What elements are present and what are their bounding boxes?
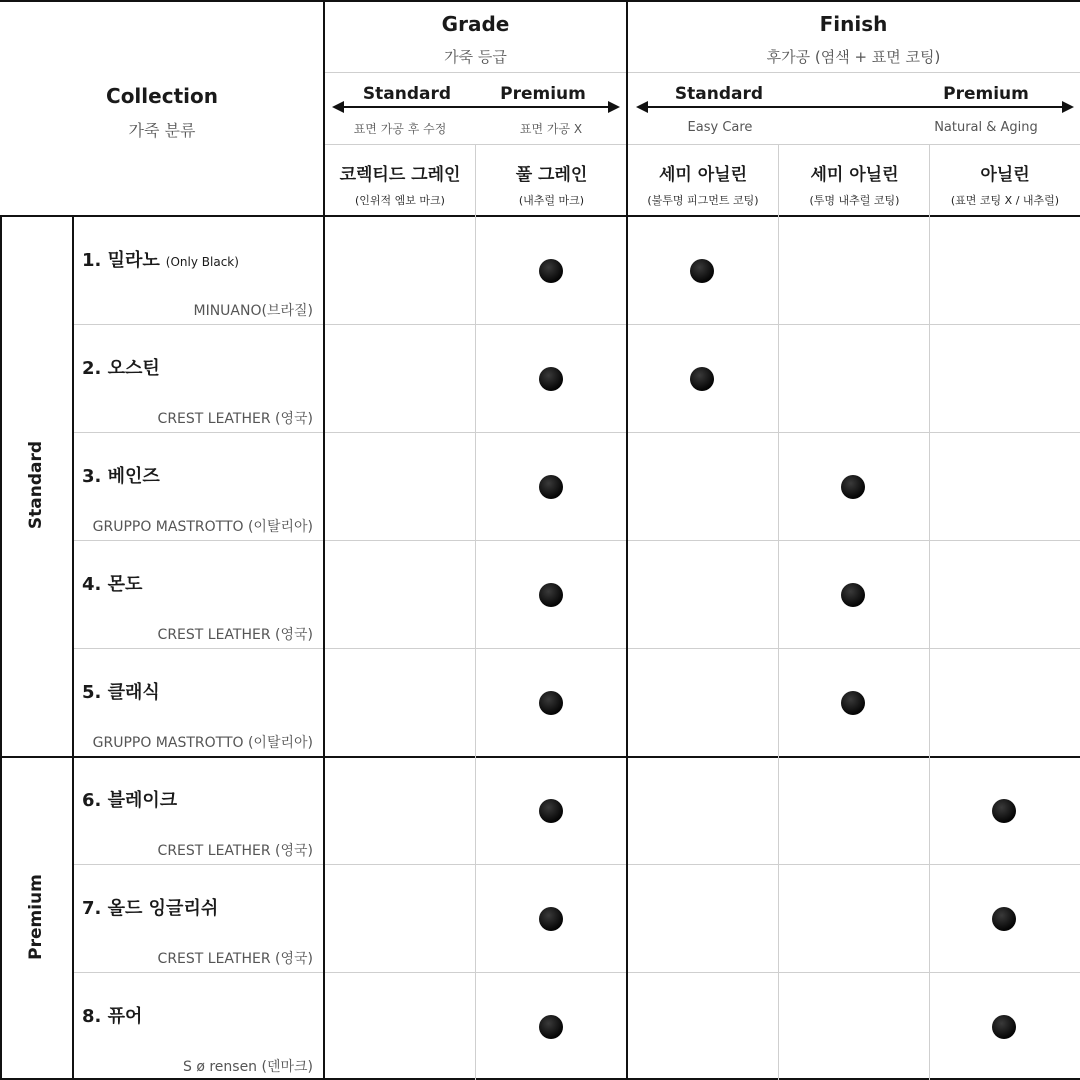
left-border xyxy=(0,216,2,1080)
column-title: 세미 아닐린 xyxy=(810,165,899,185)
grade-title: Grade xyxy=(441,12,510,36)
column-divider xyxy=(475,144,476,1080)
arrow-left-icon xyxy=(332,101,344,113)
mark-dot-icon xyxy=(841,475,865,499)
mark-dot-icon xyxy=(992,907,1016,931)
column-note: (투명 내추럴 코팅) xyxy=(809,194,900,207)
finish-scale-left-note: Easy Care xyxy=(687,120,753,135)
arrow-left-icon xyxy=(636,101,648,113)
collection-name-text: 8. 퓨어 xyxy=(82,1006,143,1027)
collection-origin: GRUPPO MASTROTTO (이탈리아) xyxy=(92,519,313,535)
column-note: (인위적 엠보 마크) xyxy=(355,194,445,207)
collection-origin: CREST LEATHER (영국) xyxy=(157,627,313,643)
top-border xyxy=(0,0,1080,2)
collection-name xyxy=(82,462,160,488)
header-bottom-border xyxy=(0,215,1080,217)
header-divider-1 xyxy=(324,72,1080,73)
column-title: 아닐린 xyxy=(980,165,1030,185)
mark-dot-icon xyxy=(539,1015,563,1039)
collection-subtitle: 가죽 분류 xyxy=(128,121,196,140)
collection-name-text: 1. 밀라노 xyxy=(82,250,160,271)
finish-scale-left-label: Standard xyxy=(666,84,772,104)
collection-name xyxy=(82,1002,142,1028)
collection-origin: MINUANO(브라질) xyxy=(193,303,313,319)
mark-dot-icon xyxy=(539,475,563,499)
mark-dot-icon xyxy=(992,1015,1016,1039)
arrow-right-icon xyxy=(608,101,620,113)
mark-dot-icon xyxy=(841,691,865,715)
group-divider xyxy=(0,756,1080,758)
collection-name-text: 5. 클래식 xyxy=(82,682,160,703)
collection-name xyxy=(82,354,160,380)
grade-subtitle: 가죽 등급 xyxy=(444,48,507,66)
column-note: (불투명 피그먼트 코팅) xyxy=(647,194,759,207)
grade-scale-left-label: Standard xyxy=(347,84,467,104)
mark-dot-icon xyxy=(539,907,563,931)
mark-dot-icon xyxy=(539,799,563,823)
column-divider xyxy=(929,144,930,1080)
collection-title: Collection xyxy=(106,84,218,108)
column-title: 세미 아닐린 xyxy=(658,165,748,185)
grade-scale-right-label: Premium xyxy=(487,84,599,104)
collection-name-text: 7. 올드 잉글리쉬 xyxy=(82,898,219,919)
collection-origin: CREST LEATHER (영국) xyxy=(157,951,313,967)
collection-name xyxy=(82,894,218,920)
mark-dot-icon xyxy=(992,799,1016,823)
finish-subtitle: 후가공 (염색 + 표면 코팅) xyxy=(766,48,941,66)
header-divider-2 xyxy=(324,144,1080,145)
group-label-premium: Premium xyxy=(26,874,46,960)
collection-name xyxy=(82,678,160,704)
mark-dot-icon xyxy=(841,583,865,607)
grade-scale-left-note: 표면 가공 후 수정 xyxy=(353,122,447,136)
collection-name-text: 6. 블레이크 xyxy=(82,790,178,811)
collection-name-text: 3. 베인즈 xyxy=(82,466,160,487)
column-title: 코렉티드 그레인 xyxy=(339,165,461,185)
collection-name xyxy=(82,786,177,812)
collection-name xyxy=(82,246,239,272)
finish-scale-arrow xyxy=(644,106,1064,108)
mark-dot-icon xyxy=(539,259,563,283)
finish-scale-right-note: Natural & Aging xyxy=(934,120,1038,135)
grade-scale-arrow xyxy=(340,106,610,108)
collection-origin: CREST LEATHER (영국) xyxy=(157,843,313,859)
arrow-right-icon xyxy=(1062,101,1074,113)
grade-scale-right-note: 표면 가공 X xyxy=(519,122,583,136)
collection-origin: S ø rensen (덴마크) xyxy=(182,1059,313,1075)
column-title: 풀 그레인 xyxy=(515,165,588,185)
mark-dot-icon xyxy=(539,367,563,391)
mark-dot-icon xyxy=(539,691,563,715)
mark-dot-icon xyxy=(690,259,714,283)
group-label-standard: Standard xyxy=(26,440,46,530)
collection-name-note: (Only Black) xyxy=(165,255,239,269)
column-note: (표면 코팅 X / 내추럴) xyxy=(950,194,1060,207)
collection-origin: CREST LEATHER (영국) xyxy=(157,411,313,427)
mark-dot-icon xyxy=(539,583,563,607)
mark-dot-icon xyxy=(690,367,714,391)
collection-name-text: 4. 몬도 xyxy=(82,574,143,595)
collection-name xyxy=(82,570,142,596)
column-note: (내추럴 마크) xyxy=(518,194,585,207)
group-column-divider xyxy=(72,216,74,1080)
finish-scale-right-label: Premium xyxy=(936,84,1036,104)
finish-title: Finish xyxy=(819,12,888,36)
collection-name-text: 2. 오스틴 xyxy=(82,358,160,379)
column-divider xyxy=(778,144,779,1080)
collection-origin: GRUPPO MASTROTTO (이탈리아) xyxy=(92,735,313,751)
